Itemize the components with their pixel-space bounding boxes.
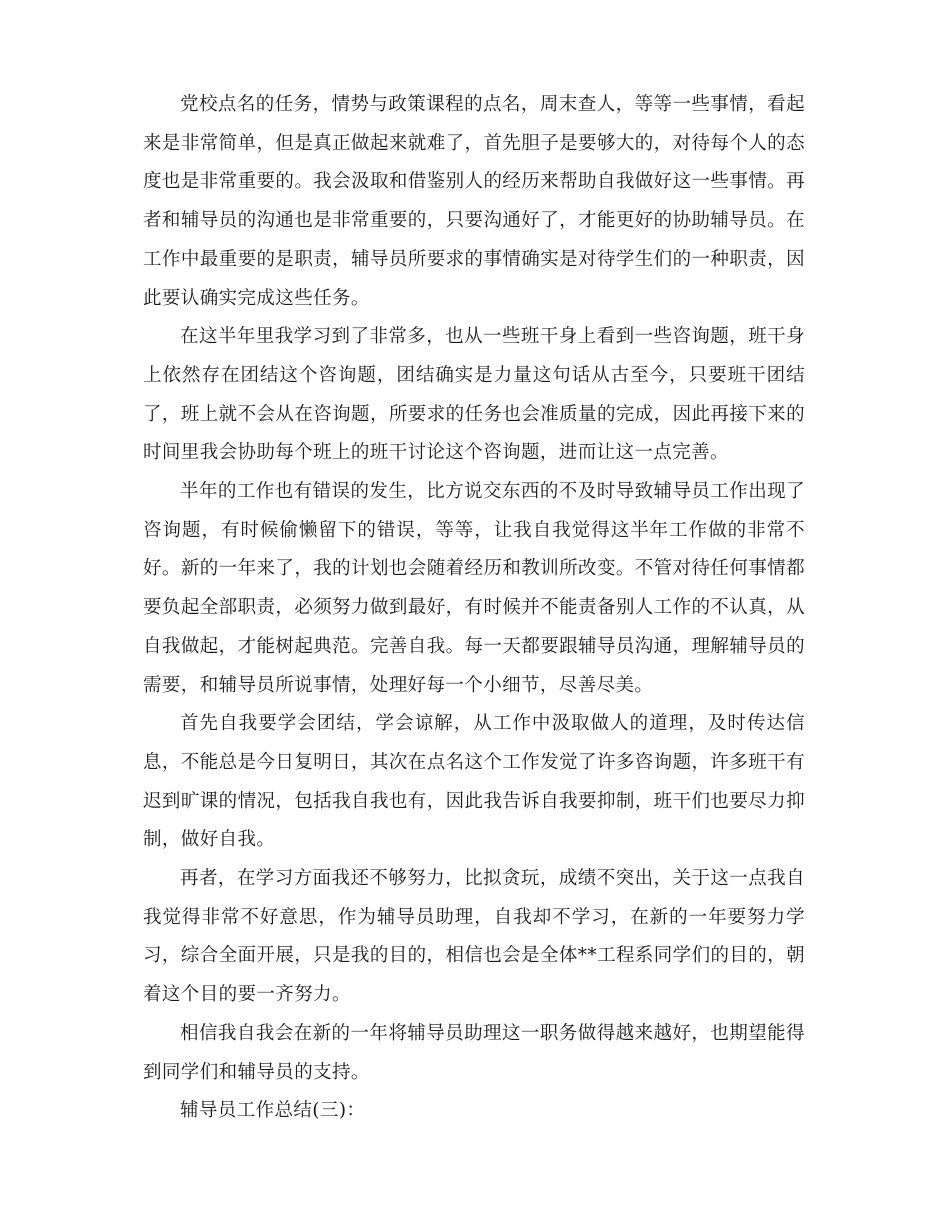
paragraph-3: 半年的工作也有错误的发生，比方说交东西的不及时导致辅导员工作出现了咨询题，有时候偷懒留下的错误，等等，让我自我觉得这半年工作做的非常不好。新的一年来了，我的计划也会随着经历和教训所改变。不管对待任何事情都要负起全部职责，必须努力做到最好，有时候并不能责备别人工作的不认真，从自我做起，才能树起典范。完善自我。每一天都要跟辅导员沟通，理解辅导员的需要，和辅导员所说事情，处理好每一个小细节，尽善尽美。 <box>143 481 805 696</box>
paragraph-4: 首先自我要学会团结，学会谅解，从工作中汲取做人的道理，及时传达信息，不能总是今日复明日，其次在点名这个工作发觉了许多咨询题，许多班干有迟到旷课的情况，包括我自我也有，因此我告诉自我要抑制，班干们也要尽力抑制，做好自我。 <box>143 713 805 851</box>
paragraph-6: 相信我自我会在新的一年将辅导员助理这一职务做得越来越好，也期望能得到同学们和辅导员的支持。 <box>143 1022 805 1083</box>
paragraph-2: 在这半年里我学习到了非常多，也从一些班干身上看到一些咨询题，班干身上依然存在团结这个咨询题，团结确实是力量这句话从古至今，只要班干团结了，班上就不会从在咨询题，所要求的任务也会准质量的完成，因此再接下来的时间里我会协助每个班上的班干讨论这个咨询题，进而让这一点完善。 <box>143 326 805 464</box>
paragraph-1: 党校点名的任务，情势与政策课程的点名，周末查人，等等一些事情，看起来是非常简单，但是真正做起来就难了，首先胆子是要够大的，对待每个人的态度也是非常重要的。我会汲取和借鉴别人的经历来帮助自我做好这一些事情。再者和辅导员的沟通也是非常重要的，只要沟通好了，才能更好的协助辅导员。在工作中最重要的是职责，辅导员所要求的事情确实是对待学生们的一种职责，因此要认确实完成这些任务。 <box>143 94 805 309</box>
section-heading: 辅导员工作总结(三)： <box>180 1100 366 1122</box>
document-body <box>143 86 805 1131</box>
paragraph-5: 再者，在学习方面我还不够努力，比拟贪玩，成绩不突出，关于这一点我自我觉得非常不好意思，作为辅导员助理，自我却不学习，在新的一年要努力学习，综合全面开展，只是我的目的，相信也会是全体**工程系同学们的目的，朝着这个目的要一齐努力。 <box>143 868 805 1006</box>
